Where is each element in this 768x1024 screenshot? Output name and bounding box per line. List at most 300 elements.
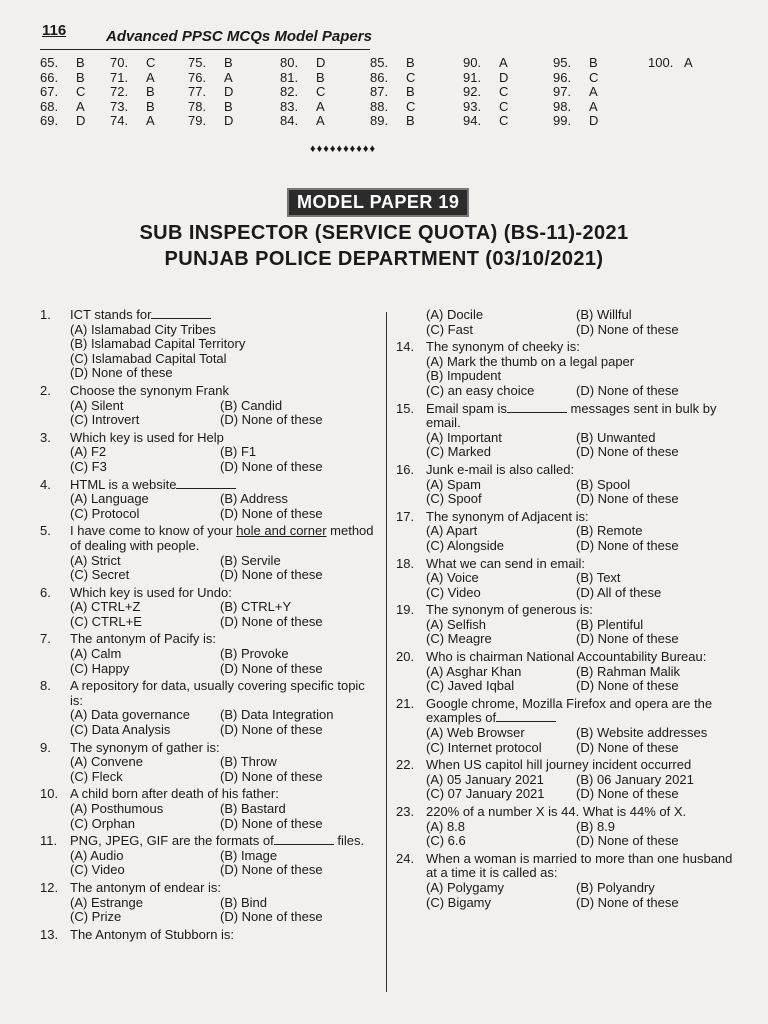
option: (D) None of these xyxy=(576,321,679,337)
question-item xyxy=(40,586,380,630)
option: (A) 8.8 xyxy=(426,818,466,834)
stem-text: ICT stands for xyxy=(70,307,152,322)
option-row xyxy=(426,679,741,694)
answer-letter: C xyxy=(499,84,509,99)
answer-letter: C xyxy=(406,98,416,114)
answer-letter: B xyxy=(76,69,85,85)
option: (A) Language xyxy=(70,491,149,507)
option: (D) None of these xyxy=(576,786,679,802)
option: (A) Mark the thumb on a legal paper xyxy=(426,353,635,369)
options xyxy=(70,849,380,878)
answer-blank xyxy=(496,711,556,722)
question-stem xyxy=(426,650,741,665)
stem-text: The synonym of Adjacent is: xyxy=(426,508,589,524)
option: (C) Happy xyxy=(70,660,130,676)
option-row xyxy=(426,323,741,338)
answer-number: 67. xyxy=(40,84,59,99)
questions-right-column xyxy=(396,308,741,913)
question-item xyxy=(40,384,380,428)
question-number: 16. xyxy=(396,461,415,477)
question-stem xyxy=(70,586,380,601)
option: (B) Spool xyxy=(576,476,631,492)
option: (C) Introvert xyxy=(70,412,140,428)
answer-blank xyxy=(507,402,567,413)
option: (D) None of these xyxy=(576,491,679,507)
question-item xyxy=(40,787,380,831)
answer-blank xyxy=(274,834,334,845)
answer-letter: C xyxy=(499,113,509,128)
answer-number: 92. xyxy=(463,84,482,99)
answer-letter: A xyxy=(146,69,155,85)
option-row xyxy=(70,615,380,630)
model-paper-banner: MODEL PAPER 19 xyxy=(287,188,469,217)
question-stem xyxy=(426,697,741,726)
answer-number: 74. xyxy=(110,113,129,128)
option-row xyxy=(70,600,380,615)
option: (C) Internet protocol xyxy=(426,739,542,755)
stem-text: What we can send in email: xyxy=(426,555,585,571)
option: (D) None of these xyxy=(220,567,323,583)
answer-key-entry xyxy=(280,114,332,129)
answer-key-entry xyxy=(648,56,700,71)
option: (D) None of these xyxy=(576,631,679,647)
option: (A) Data governance xyxy=(70,707,190,723)
answer-key-entry xyxy=(40,71,92,86)
answer-letter: D xyxy=(499,69,509,85)
options xyxy=(426,618,741,647)
option: (A) Islamabad City Tribes xyxy=(70,321,216,337)
stem-text: The synonym of cheeky is: xyxy=(426,339,580,355)
answer-number: 100. xyxy=(648,55,674,70)
question-number: 21. xyxy=(396,695,415,711)
option: (C) F3 xyxy=(70,458,107,474)
answer-letter: A xyxy=(316,98,325,114)
option-row xyxy=(70,492,380,507)
question-item xyxy=(396,603,741,647)
option-row xyxy=(70,662,380,677)
answer-letter: B xyxy=(224,55,233,70)
option: (C) Fleck xyxy=(70,768,123,784)
answer-number: 79. xyxy=(188,113,207,128)
answer-letter: C xyxy=(316,84,326,99)
option: (D) None of these xyxy=(220,768,323,784)
answer-letter: A xyxy=(224,69,233,85)
answer-letter: A xyxy=(499,55,508,70)
option: (A) Strict xyxy=(70,552,121,568)
options xyxy=(70,554,380,583)
answer-letter: D xyxy=(224,113,234,128)
options xyxy=(426,665,741,694)
option: (B) F1 xyxy=(220,444,257,460)
option-row xyxy=(70,460,380,475)
answer-number: 85. xyxy=(370,55,389,70)
answer-number: 94. xyxy=(463,113,482,128)
answer-letter: B xyxy=(146,98,155,114)
page-number: 116 xyxy=(42,22,67,39)
answer-key-entry xyxy=(280,56,332,71)
option: (D) None of these xyxy=(576,894,679,910)
answer-letter: B xyxy=(224,98,233,114)
option: (B) Throw xyxy=(220,754,277,770)
options xyxy=(70,445,380,474)
option: (C) Data Analysis xyxy=(70,722,171,738)
options xyxy=(70,323,380,381)
option: (B) Islamabad Capital Territory xyxy=(70,336,246,352)
option-row xyxy=(70,507,380,522)
answer-letter: A xyxy=(146,113,155,128)
answer-letter: A xyxy=(316,113,325,128)
question-number: 19. xyxy=(396,602,415,618)
option-row xyxy=(426,773,741,788)
option: (D) None of these xyxy=(576,678,679,694)
question-stem xyxy=(70,928,380,943)
answer-key-entry xyxy=(110,100,162,115)
option: (D) None of these xyxy=(576,444,679,460)
stem-text: When US capitol hill journey incident occurred xyxy=(426,757,692,773)
option: (C) Spoof xyxy=(426,491,482,507)
question-number: 24. xyxy=(396,850,415,866)
option: (C) Marked xyxy=(426,444,492,460)
option: (B) Plentiful xyxy=(576,616,644,632)
answer-letter: A xyxy=(76,98,85,114)
option-row xyxy=(426,492,741,507)
question-item xyxy=(40,881,380,925)
options xyxy=(426,308,741,337)
option: (A) Important xyxy=(426,429,502,445)
option: (D) None of these xyxy=(576,739,679,755)
answer-letter: D xyxy=(316,55,326,70)
question-number: 3. xyxy=(40,429,51,445)
answer-number: 87. xyxy=(370,84,389,99)
answer-letter: B xyxy=(589,55,598,70)
question-number: 1. xyxy=(40,307,51,322)
question-stem xyxy=(426,557,741,572)
answer-number: 88. xyxy=(370,98,389,114)
question-number: 13. xyxy=(40,926,59,942)
option-row xyxy=(426,445,741,460)
question-stem xyxy=(70,478,380,493)
question-stem xyxy=(70,632,380,647)
answer-key-entry xyxy=(463,71,515,86)
stem-text: Junk e-mail is also called: xyxy=(426,461,575,477)
option-row xyxy=(70,755,380,770)
option: (A) CTRL+Z xyxy=(70,599,141,615)
option: (A) Voice xyxy=(426,570,479,586)
option-row xyxy=(70,802,380,817)
option: (D) None of these xyxy=(576,833,679,849)
answer-key-entry xyxy=(280,71,332,86)
option: (D) None of these xyxy=(220,412,323,428)
question-item xyxy=(40,308,380,381)
answer-key-entry xyxy=(280,100,332,115)
option-row xyxy=(426,571,741,586)
answer-letter: B xyxy=(406,55,415,70)
header-rule xyxy=(40,49,370,50)
option: (B) Provoke xyxy=(220,646,289,662)
answer-letter: C xyxy=(406,69,416,85)
option: (B) Servile xyxy=(220,552,281,568)
answer-key-entry xyxy=(110,114,162,129)
option-row xyxy=(426,881,741,896)
options xyxy=(426,820,741,849)
question-stem xyxy=(70,834,380,849)
option-row xyxy=(426,308,741,323)
options xyxy=(426,726,741,755)
option: (B) Polyandry xyxy=(576,879,655,895)
question-stem xyxy=(70,679,380,708)
answer-key-entry xyxy=(463,114,515,129)
option-row xyxy=(70,413,380,428)
book-title: Advanced PPSC MCQs Model Papers xyxy=(106,28,372,45)
question-number: 22. xyxy=(396,757,415,773)
options xyxy=(70,755,380,784)
question-stem xyxy=(426,852,741,881)
question-stem xyxy=(70,787,380,802)
answer-number: 91. xyxy=(463,69,482,85)
question-item xyxy=(40,431,380,475)
question-number: 17. xyxy=(396,508,415,524)
answer-key-column xyxy=(370,56,422,129)
answer-key-entry xyxy=(370,71,422,86)
option-row xyxy=(426,665,741,680)
question-stem xyxy=(70,308,380,323)
question-stem xyxy=(426,805,741,820)
stem-text: The synonym of gather is: xyxy=(70,739,220,755)
options xyxy=(426,571,741,600)
question-item xyxy=(40,478,380,522)
question-item xyxy=(396,340,741,398)
option: (D) None of these xyxy=(220,505,323,521)
stem-text: Google chrome, Mozilla Firefox and opera are the examples of xyxy=(426,695,713,726)
option: (C) Orphan xyxy=(70,815,136,831)
option-row xyxy=(426,896,741,911)
option: (A) Web Browser xyxy=(426,725,525,741)
question-13-continued xyxy=(396,308,741,337)
option: (B) Image xyxy=(220,847,278,863)
answer-letter: D xyxy=(589,113,599,128)
answer-letter: D xyxy=(224,84,234,99)
question-number: 12. xyxy=(40,879,59,895)
question-item xyxy=(40,928,380,943)
option: (B) Rahman Malik xyxy=(576,663,681,679)
answer-blank xyxy=(151,308,211,319)
answer-key-column xyxy=(280,56,332,129)
answer-key-column xyxy=(188,56,240,129)
option-row xyxy=(426,632,741,647)
question-item xyxy=(396,805,741,849)
question-number: 18. xyxy=(396,555,415,571)
option: (B) Unwanted xyxy=(576,429,656,445)
question-stem xyxy=(426,463,741,478)
option: (C) 07 January 2021 xyxy=(426,786,545,802)
stem-text: The antonym of Pacify is: xyxy=(70,631,216,647)
answer-letter: B xyxy=(406,113,415,128)
option-row xyxy=(426,478,741,493)
question-stem xyxy=(426,402,741,431)
option: (C) Secret xyxy=(70,567,130,583)
option: (C) Video xyxy=(426,584,481,600)
question-stem xyxy=(70,524,380,553)
question-number: 23. xyxy=(396,804,415,819)
option-row xyxy=(70,863,380,878)
answer-number: 97. xyxy=(553,84,572,99)
option-row xyxy=(426,524,741,539)
answer-key-entry xyxy=(553,114,605,129)
option: (C) Meagre xyxy=(426,631,492,647)
question-item xyxy=(40,524,380,582)
answer-key-entry xyxy=(463,100,515,115)
answer-number: 81. xyxy=(280,69,299,85)
answer-key-entry xyxy=(280,85,332,100)
option: (B) Impudent xyxy=(426,368,502,384)
option-row xyxy=(426,539,741,554)
option-row xyxy=(70,896,380,911)
answer-key-column xyxy=(553,56,605,129)
option: (C) an easy choice xyxy=(426,382,535,398)
answer-number: 75. xyxy=(188,55,207,70)
question-stem xyxy=(426,340,741,355)
stem-text: A repository for data, usually covering specific topic is: xyxy=(70,678,365,708)
stem-text: messages sent in bulk by email. xyxy=(426,400,717,431)
answer-key-entry xyxy=(553,100,605,115)
question-item xyxy=(396,510,741,554)
option: (C) CTRL+E xyxy=(70,613,142,629)
stem-text: Choose the synonym Frank xyxy=(70,382,229,398)
answer-letter: A xyxy=(589,98,598,114)
answer-key-entry xyxy=(110,71,162,86)
stem-text: Which key is used for Undo: xyxy=(70,584,232,600)
answer-letter: B xyxy=(316,69,325,85)
answer-key-entry xyxy=(463,85,515,100)
answer-key-column xyxy=(40,56,92,129)
answer-number: 76. xyxy=(188,69,207,85)
answer-letter: C xyxy=(146,55,156,70)
questions-left-column xyxy=(40,308,380,945)
option: (C) Islamabad Capital Total xyxy=(70,350,227,366)
answer-number: 83. xyxy=(280,98,299,114)
answer-blank xyxy=(176,478,236,489)
answer-key-entry xyxy=(40,114,92,129)
option: (A) 05 January 2021 xyxy=(426,771,544,787)
question-item xyxy=(396,402,741,460)
option: (D) All of these xyxy=(576,584,662,600)
question-number: 20. xyxy=(396,649,415,665)
answer-key-entry xyxy=(110,85,162,100)
answer-number: 89. xyxy=(370,113,389,128)
paper-subtitle: PUNJAB POLICE DEPARTMENT (03/10/2021) xyxy=(164,248,604,270)
option-row xyxy=(426,834,741,849)
answer-number: 86. xyxy=(370,69,389,85)
question-stem xyxy=(70,741,380,756)
options xyxy=(426,524,741,553)
option: (B) Website addresses xyxy=(576,725,708,741)
answer-key-entry xyxy=(188,85,240,100)
question-item xyxy=(396,463,741,507)
stem-text: files. xyxy=(333,833,365,849)
option: (A) Audio xyxy=(70,847,124,863)
option: (B) Candid xyxy=(220,397,283,413)
answer-number: 65. xyxy=(40,55,59,70)
answer-number: 71. xyxy=(110,69,129,85)
option-row xyxy=(426,384,741,399)
answer-key-column xyxy=(648,56,700,71)
answer-key-entry xyxy=(188,100,240,115)
stem-text: Who is chairman National Accountability Bureau: xyxy=(426,649,707,665)
question-number: 11. xyxy=(40,833,58,849)
question-stem xyxy=(70,431,380,446)
option: (C) Fast xyxy=(426,321,473,337)
answer-key-entry xyxy=(188,56,240,71)
option: (D) None of these xyxy=(220,458,323,474)
answer-number: 90. xyxy=(463,55,482,70)
stem-text: The Antonym of Stubborn is: xyxy=(70,926,235,942)
option: (D) None of these xyxy=(220,660,323,676)
answer-key xyxy=(40,56,750,138)
option: (D) None of these xyxy=(70,365,173,381)
question-stem xyxy=(70,881,380,896)
answer-letter: B xyxy=(146,84,155,99)
question-number: 4. xyxy=(40,476,51,492)
option-row xyxy=(70,817,380,832)
question-stem xyxy=(426,603,741,618)
answer-letter: A xyxy=(589,84,598,99)
answer-letter: C xyxy=(76,84,86,99)
option: (C) Video xyxy=(70,862,125,878)
options xyxy=(426,881,741,910)
option: (A) Calm xyxy=(70,646,122,662)
option: (C) Alongside xyxy=(426,537,505,553)
option: (D) None of these xyxy=(576,537,679,553)
question-number: 14. xyxy=(396,339,415,355)
answer-number: 77. xyxy=(188,84,207,99)
option-row xyxy=(426,726,741,741)
stem-text: When a woman is married to more than one husband at a time it is called as: xyxy=(426,850,733,881)
question-item xyxy=(40,679,380,737)
options xyxy=(426,431,741,460)
answer-key-entry xyxy=(370,85,422,100)
answer-key-entry xyxy=(463,56,515,71)
answer-key-entry xyxy=(370,56,422,71)
option: (B) Address xyxy=(220,491,288,507)
question-number: 9. xyxy=(40,739,51,755)
answer-key-entry xyxy=(40,85,92,100)
option: (A) Estrange xyxy=(70,894,143,910)
answer-key-entry xyxy=(370,100,422,115)
answer-key-column xyxy=(463,56,515,129)
stem-text: method of dealing with people. xyxy=(70,523,374,553)
stem-text: 220% of a number X is 44. What is 44% of X. xyxy=(426,804,687,819)
option: (A) Asghar Khan xyxy=(426,663,522,679)
option-row xyxy=(70,723,380,738)
option-row xyxy=(426,741,741,756)
stem-text: The antonym of endear is: xyxy=(70,879,222,895)
answer-number: 68. xyxy=(40,98,59,114)
option-row xyxy=(70,708,380,723)
option: (A) Polygamy xyxy=(426,879,505,895)
option-row xyxy=(70,647,380,662)
question-item xyxy=(40,741,380,785)
answer-letter: C xyxy=(499,98,509,114)
answer-key-entry xyxy=(553,56,605,71)
option-row xyxy=(426,586,741,601)
option: (A) Spam xyxy=(426,476,481,492)
options xyxy=(70,647,380,676)
question-item xyxy=(396,758,741,802)
option: (C) Javed Iqbal xyxy=(426,678,515,694)
options xyxy=(70,600,380,629)
options xyxy=(70,492,380,521)
answer-number: 98. xyxy=(553,98,572,114)
